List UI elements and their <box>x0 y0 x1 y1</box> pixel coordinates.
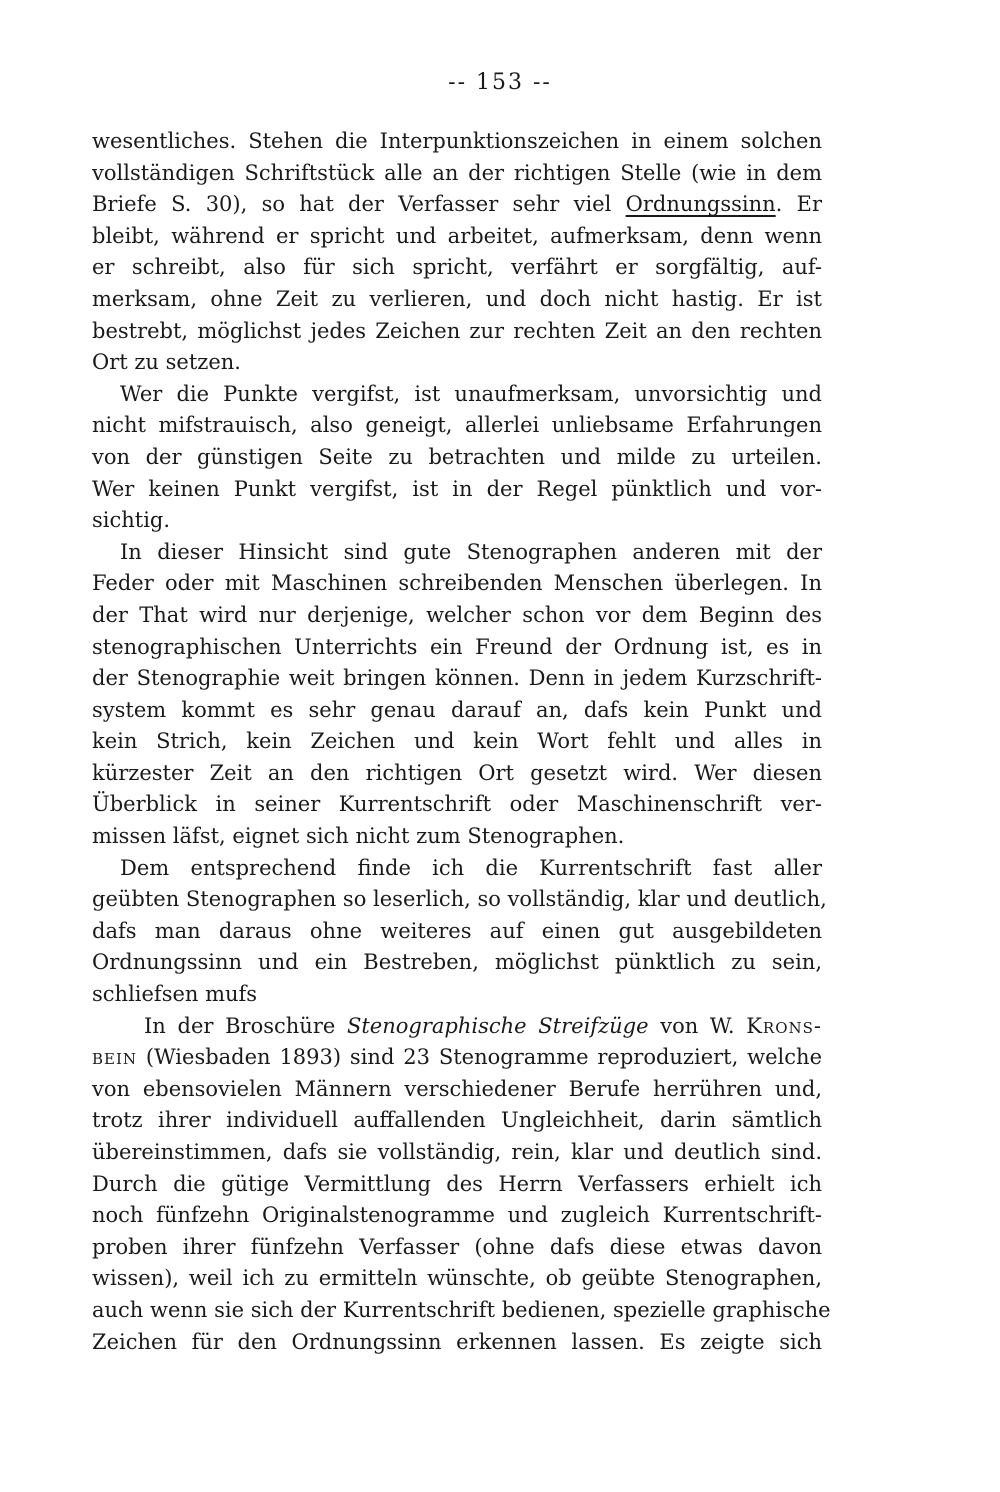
text-span: (Wiesbaden 1893) sind 23 Stenogramme reproduziert, welche <box>137 1045 822 1070</box>
text-line: noch fünfzehn Originalstenogramme und zugleich Kurrentschrift- <box>92 1203 822 1228</box>
text-line: wesentliches. Stehen die Interpunktionszeichen in einem solchen <box>92 129 822 153</box>
underlined-word: Ordnungssinn <box>625 192 776 217</box>
text-line: Ort zu setzen. <box>92 350 241 375</box>
text-line: er schreibt, also für sich spricht, verfährt er sorgfältig, auf- <box>92 255 822 280</box>
text-line: merksam, ohne Zeit zu verlieren, und doch nicht hastig. Er ist <box>92 286 822 311</box>
text-line <box>92 189 822 221</box>
author-name: bein <box>92 1045 138 1070</box>
text-span: In der Broschüre <box>144 1013 347 1038</box>
text-line: schliefsen mufs <box>92 982 258 1007</box>
text-line: missen läfst, eignet sich nicht zum Stenographen. <box>92 824 625 849</box>
text-line: kürzester Zeit an den richtigen Ort gesetzt wird. Wer diesen <box>92 760 822 785</box>
body-text <box>92 126 831 1358</box>
text-line: system kommt es sehr genau darauf an, dafs kein Punkt und <box>92 697 822 722</box>
text-line: vollständigen Schriftstück alle an der richtigen Stelle (wie in dem <box>92 160 822 185</box>
text-line: von ebensovielen Männern verschiedener Berufe herrühren und, <box>92 1076 822 1101</box>
text-line: Zeichen für den Ordnungssinn erkennen lassen. Es zeigte sich <box>92 1329 822 1354</box>
text-line <box>92 1011 822 1043</box>
text-line: der That wird nur derjenige, welcher schon vor dem Beginn des <box>92 602 822 627</box>
text-line: von der günstigen Seite zu betrachten und milde zu urteilen. <box>92 444 822 469</box>
book-title: Stenographische Streifzüge <box>346 1013 649 1038</box>
text-line: Durch die gütige Vermittlung des Herrn Verfassers erhielt ich <box>92 1171 822 1196</box>
text-line: In dieser Hinsicht sind gute Stenographen anderen mit der <box>120 539 822 564</box>
text-line <box>92 1042 822 1074</box>
text-span: von W. <box>648 1013 747 1038</box>
author-name: Krons- <box>746 1013 822 1038</box>
text-line: auch wenn sie sich der Kurrentschrift bedienen, spezielle graphische <box>92 1297 831 1322</box>
text-line: nicht mifstrauisch, also geneigt, allerlei unliebsame Erfahrungen <box>92 413 822 438</box>
text-span: . Er <box>775 192 823 217</box>
text-line: Dem entsprechend finde ich die Kurrentschrift fast aller <box>120 855 822 880</box>
text-line: wissen), weil ich zu ermitteln wünschte, ob geübte Stenographen, <box>92 1266 822 1291</box>
text-line: Feder oder mit Maschinen schreibenden Menschen überlegen. In <box>92 571 822 596</box>
text-line: geübten Stenographen so leserlich, so vollständig, klar und deutlich, <box>92 887 827 912</box>
text-line: Wer die Punkte vergifst, ist unaufmerksam, unvorsichtig und <box>120 381 822 406</box>
text-line: sichtig. <box>92 508 171 533</box>
text-line: Wer keinen Punkt vergifst, ist in der Regel pünktlich und vor- <box>92 476 822 501</box>
text-line: bestrebt, möglichst jedes Zeichen zur rechten Zeit an den rechten <box>92 318 822 343</box>
text-line: übereinstimmen, dafs sie vollständig, rein, klar und deutlich sind. <box>92 1140 822 1164</box>
text-line: bleibt, während er spricht und arbeitet, aufmerksam, denn wenn <box>92 223 822 248</box>
text-line: der Stenographie weit bringen können. Denn in jedem Kurzschrift- <box>92 666 822 691</box>
text-line: stenographischen Unterrichts ein Freund der Ordnung ist, es in <box>92 634 822 659</box>
text-line: Überblick in seiner Kurrentschrift oder Maschinenschrift ver- <box>92 792 822 817</box>
text-line: kein Strich, kein Zeichen und kein Wort fehlt und alles in <box>92 729 822 754</box>
text-line: Ordnungssinn und ein Bestreben, möglichst pünktlich zu sein, <box>92 950 822 975</box>
text-span: Briefe S. 30), so hat der Verfasser sehr viel <box>92 192 626 217</box>
text-line: proben ihrer fünfzehn Verfasser (ohne dafs diese etwas davon <box>92 1234 822 1259</box>
text-line: trotz ihrer individuell auffallenden Ungleichheit, darin sämtlich <box>92 1108 822 1133</box>
page-number: -- 153 -- <box>448 70 552 95</box>
text-line: dafs man daraus ohne weiteres auf einen gut ausgebildeten <box>92 918 822 943</box>
